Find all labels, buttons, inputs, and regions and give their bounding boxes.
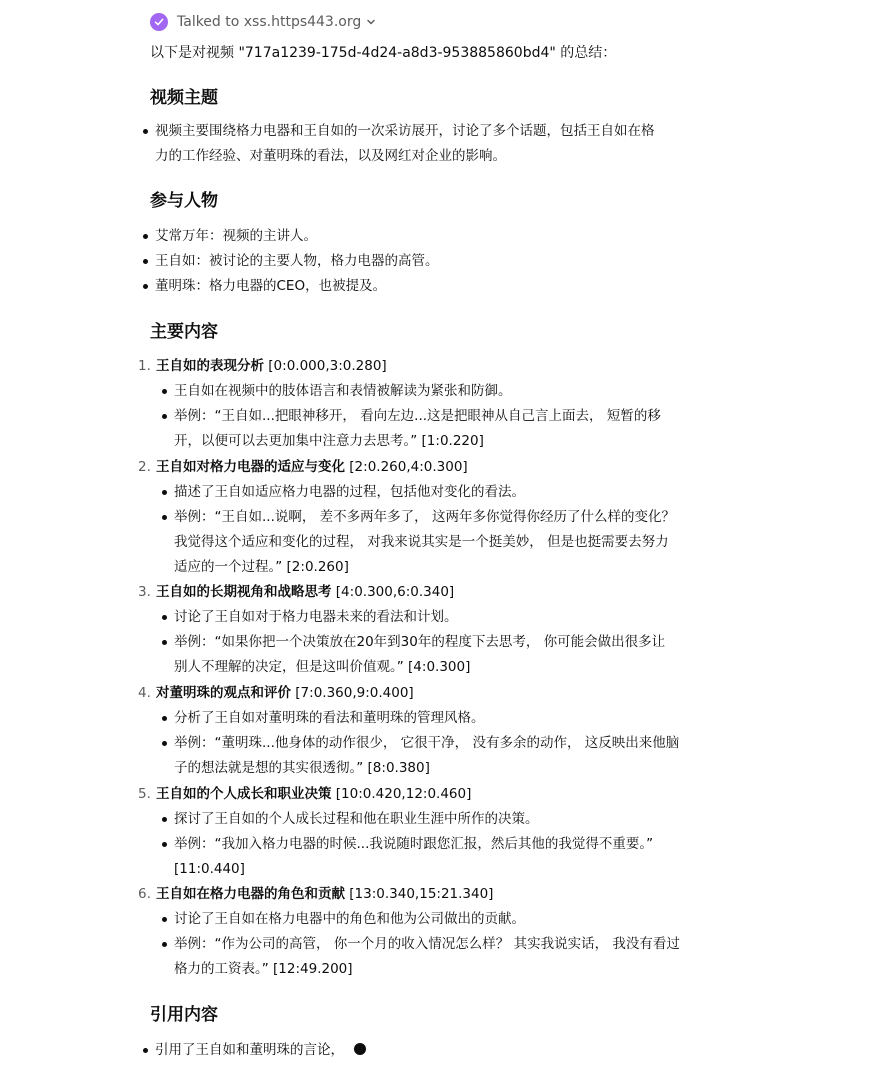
sub-list-item: 讨论了王自如在格力电器中的角色和他为公司做出的贡献。 <box>162 907 702 932</box>
bullet-dot <box>162 942 167 947</box>
item-title: 对董明珠的观点和评价 <box>156 685 291 701</box>
check-circle-icon <box>150 13 168 31</box>
numbered-item <box>138 782 471 807</box>
bullet-dot <box>162 741 167 746</box>
heading-video-topic: 视频主题 <box>150 88 218 108</box>
list-item: 引用了王自如和董明珠的言论， <box>143 1038 703 1063</box>
bullet-dot <box>162 716 167 721</box>
bullet-dot <box>162 490 167 495</box>
list-item: 王自如：被讨论的主要人物，格力电器的高管。 <box>143 249 703 274</box>
text-line: 力的工作经验、对董明珠的看法，以及网红对企业的影响。 <box>155 148 506 164</box>
item-number: 4. <box>138 685 151 701</box>
list-item <box>143 119 703 169</box>
item-timestamp: [10:0.420,12:0.460] <box>331 786 472 802</box>
item-timestamp: [0:0.000,3:0.280] <box>264 358 387 374</box>
sub-list-item: 举例：“我加入格力电器的时候...我说随时跟您汇报，然后其他的我觉得不重要。” [11:0.440] <box>162 832 702 882</box>
sub-list-item: 描述了王自如适应格力电器的过程，包括他对变化的看法。 <box>162 480 702 505</box>
sub-list-item: 分析了王自如对董明珠的看法和董明珠的管理风格。 <box>162 706 702 731</box>
sub-list-item: 讨论了王自如对于格力电器未来的看法和计划。 <box>162 605 702 630</box>
item-number: 5. <box>138 786 151 802</box>
bullet-dot <box>162 515 167 520</box>
item-timestamp: [7:0.360,9:0.400] <box>291 685 414 701</box>
numbered-item <box>138 580 454 605</box>
chevron-down-icon <box>366 17 376 27</box>
bullet-dot <box>143 234 148 239</box>
bullet-dot <box>162 842 167 847</box>
sub-list-item: 举例：“王自如...说啊， 差不多两年多了， 这两年多你觉得你经历了什么样的变化？ 我觉得这个适应和变化的过程， 对我来说其实是一个挺美妙， 但是也挺需要去努力 适应的一个过程。” [2:0.260] <box>162 505 702 580</box>
sub-list-item: 王自如在视频中的肢体语言和表情被解读为紧张和防御。 <box>162 379 702 404</box>
list-item: 艾常万年：视频的主讲人。 <box>143 224 703 249</box>
numbered-item <box>138 882 493 907</box>
sub-list-item: 举例：“董明珠...他身体的动作很少， 它很干净， 没有多余的动作， 这反映出来他脑 子的想法就是想的其实很透彻。” [8:0.380] <box>162 731 702 781</box>
bullet-dot <box>162 640 167 645</box>
numbered-item <box>138 455 468 480</box>
item-title: 王自如的个人成长和职业决策 <box>156 786 332 802</box>
bullet-dot <box>143 259 148 264</box>
bullet-dot <box>143 1048 148 1053</box>
item-timestamp: [4:0.300,6:0.340] <box>331 584 455 600</box>
numbered-item <box>138 681 414 706</box>
tool-call-label: Talked to xss.https443.org <box>177 14 362 30</box>
heading-participants: 参与人物 <box>150 191 218 211</box>
heading-main-content: 主要内容 <box>150 322 218 342</box>
sub-list-item: 举例：“如果你把一个决策放在20年到30年的程度下去思考， 你可能会做出很多让 别人不理解的决定，但是这叫价值观。” [4:0.300] <box>162 630 702 680</box>
item-title: 王自如的长期视角和战略思考 <box>156 584 332 600</box>
numbered-item <box>138 354 387 379</box>
bullet-dot <box>143 129 148 134</box>
sub-list-item: 探讨了王自如的个人成长过程和他在职业生涯中所作的决策。 <box>162 807 702 832</box>
bullet-dot <box>162 917 167 922</box>
sub-list-item: 举例：“作为公司的高管， 你一个月的收入情况怎么样？ 其实我说实话， 我没有看过 格力的工资表。” [12:49.200] <box>162 932 702 982</box>
summary-intro: 以下是对视频 "717a1239-175d-4d24-a8d3-953885860bd4" 的总结： <box>150 45 617 61</box>
item-title: 王自如在格力电器的角色和贡献 <box>156 886 345 902</box>
streaming-cursor-icon <box>354 1043 366 1055</box>
text-line: 视频主要围绕格力电器和王自如的一次采访展开，讨论了多个话题，包括王自如在格 <box>155 123 655 139</box>
item-timestamp: [13:0.340,15:21.340] <box>345 886 494 902</box>
bullet-dot <box>162 414 167 419</box>
bullet-dot <box>162 389 167 394</box>
item-number: 6. <box>138 886 151 902</box>
item-title: 王自如的表现分析 <box>156 358 264 374</box>
bullet-dot <box>162 817 167 822</box>
item-title: 王自如对格力电器的适应与变化 <box>156 459 345 475</box>
item-number: 1. <box>138 358 151 374</box>
item-number: 2. <box>138 459 151 475</box>
list-item: 董明珠：格力电器的CEO，也被提及。 <box>143 274 703 299</box>
heading-quoted-content: 引用内容 <box>150 1005 218 1025</box>
bullet-dot <box>162 615 167 620</box>
item-number: 3. <box>138 584 151 600</box>
item-timestamp: [2:0.260,4:0.300] <box>345 459 468 475</box>
tool-call-toggle[interactable] <box>150 12 376 32</box>
bullet-dot <box>143 284 148 289</box>
sub-list-item: 举例：“王自如...把眼神移开， 看向左边...这是把眼神从自己言上面去， 短暂的移 开，以便可以去更加集中注意力去思考。” [1:0.220] <box>162 404 702 454</box>
